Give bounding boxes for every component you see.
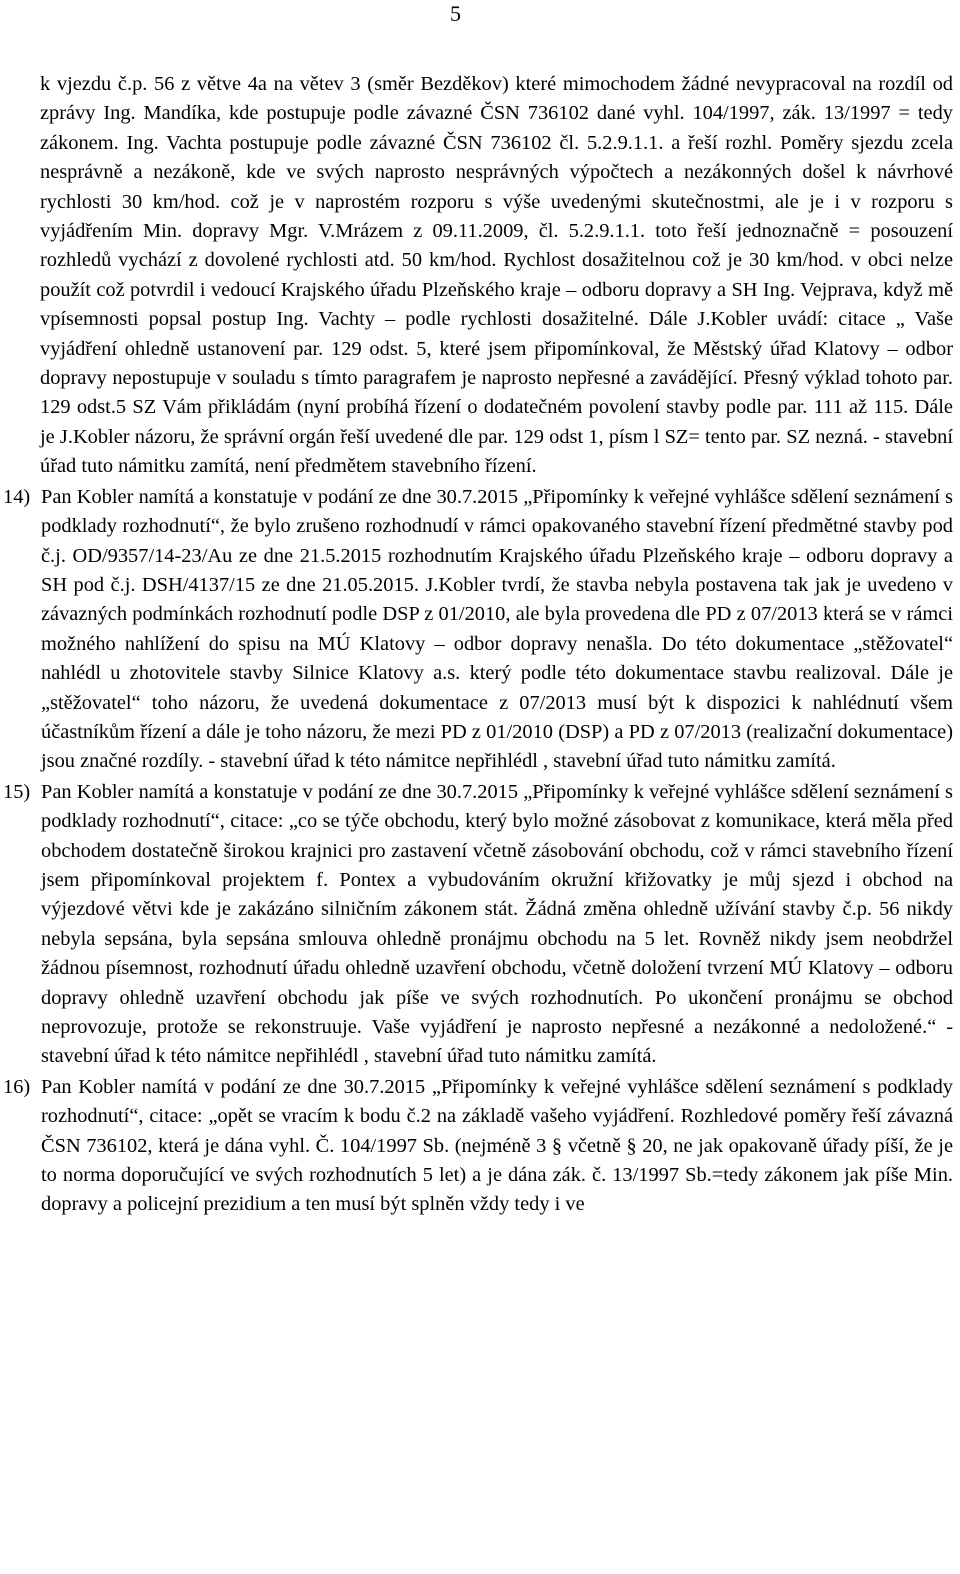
list-item-number: 15) bbox=[3, 780, 31, 803]
list-item-text: Pan Kobler namítá a konstatuje v podání ze dne 30.7.2015 „Připomínky k veřejné vyhlášce sdělení seznámení s podklady rozhodnutí“, citace: „co se týče obchodu, který bylo možné zásobovat z komunikace, která měla před obchodem dostatečně širokou krajnici pro zastavení včetně zásobování obchodu, což v rámci stavebního řízení jsem připomínkoval projektem f. Pontex a vybudováním okružní křižovatky je můj sjezd i obchod na výjezdové větvi kde je zakázáno silničním zákonem stát. Žádná změna ohledně užívání stavby č.p. 56 nikdy nebyla sepsána, byla sepsána smlouva ohledně pronájmu obchodu na 5 let. Rovněž nikdy jsem neobdržel žádnou písemnost, rozhodnutí úřadu ohledně uzavření obchodu, včetně doložení tvrzení MÚ Klatovy – odboru dopravy ohledně uzavření obchodu jak píše ve svých rozhodnutích. Po ukončení pronájmu se obchod neprovozuje, protože se rekonstruuje. Vaše vyjádření je naprosto nepřesné a nezákonné a nedoložené.“ - stavební úřad k této námitce nepřihlédl , stavební úřad tuto námitku zamítá. bbox=[41, 780, 953, 1068]
document-body bbox=[3, 70, 953, 1220]
paragraph-continuation: k vjezdu č.p. 56 z větve 4a na větev 3 (směr Bezděkov) které mimochodem žádné nevypracoval na rozdíl od zprávy Ing. Mandíka, kde postupuje podle závazné ČSN 736102 dané vyhl. 104/1997, zák. 13/1997 = tedy zákonem. Ing. Vachta postupuje podle závazné ČSN 736102 čl. 5.2.9.1.1. a řeší rozhl. Poměry sjezdu zcela nesprávně a nezákoně, kde ve svých naprosto nesprávných výpočtech a nezákonných došel k návrhové rychlosti 30 km/hod. což je v naprostém rozporu s výše uvedenými skutečnostmi, ale je i v rozporu s vyjádřením Min. dopravy Mgr. V.Mrázem z 09.11.2009, čl. 5.2.9.1.1. toto řeší jednoznačně = posouzení rozhledů vychází z dovolené rychlosti atd. 50 km/hod. Rychlost dosažitelnou což je 30 km/hod. v obci nelze použít což potvrdil i vedoucí Krajského úřadu Plzeňského kraje – odboru dopravy a SH Ing. Vejprava, když mě vpísemnosti popsal postup Ing. Vachty – podle rychlosti dosažitelné. Dále J.Kobler uvádí: citace „ Vaše vyjádření ohledně ustanovení par. 129 odst. 5, které jsem připomínkoval, že Městský úřad Klatovy – odbor dopravy nepostupuje v souladu s tímto paragrafem je naprosto nepřesné a zavádějící. Přesný výklad tohoto par. 129 odst.5 SZ Vám přikládám (nyní probíhá řízení o dodatečném povolení stavby podle par. 111 až 115. Dále je J.Kobler názoru, že správní orgán řeší uvedené dle par. 129 odst 1, písm l SZ= tento par. SZ nezná. - stavební úřad tuto námitku zamítá, není předmětem stavebního řízení. bbox=[40, 73, 953, 478]
list-item bbox=[3, 483, 953, 777]
list-item-number: 14) bbox=[3, 485, 31, 508]
list-item bbox=[3, 778, 953, 1072]
page-number: 5 bbox=[450, 1, 461, 26]
list-item-text: Pan Kobler namítá v podání ze dne 30.7.2015 „Připomínky k veřejné vyhlášce sdělení seznámení s podklady rozhodnutí“, citace: „opět se vracím k bodu č.2 na základě vašeho vyjádření. Rozhledové poměry řeší závazná ČSN 736102, která je dána vyhl. Č. 104/1997 Sb. (nejméně 3 § včetně § 20, ne jak opakovaně úřady píší, že je to norma doporučující ve svých rozhodnutích 5 let) a je dána zák. č. 13/1997 Sb.=tedy zákonem jak píše Min. dopravy a policejní prezidium a ten musí být splněn vždy tedy i ve bbox=[41, 1075, 953, 1216]
list-item bbox=[3, 1073, 953, 1220]
list-item-number: 16) bbox=[3, 1075, 31, 1098]
list-item-text: Pan Kobler namítá a konstatuje v podání ze dne 30.7.2015 „Připomínky k veřejné vyhlášce sdělení seznámení s podklady rozhodnutí“, že bylo zrušeno rozhodnudí v rámci opakovaného stavební řízení předmětné stavby pod č.j. OD/9357/14-23/Au ze dne 21.5.2015 rozhodnutím Krajského úřadu Plzeňského kraje – odboru dopravy a SH pod č.j. DSH/4137/15 ze dne 21.05.2015. J.Kobler tvrdí, že stavba nebyla postavena tak jak je uvedeno v závazných podmínkách rozhodnutí podle DSP z 01/2010, ale byla provedena dle PD z 07/2013 která se v rámci možného nahlížení do spisu na MÚ Klatovy – odbor dopravy nenašla. Do této dokumentace „stěžovatel“ nahlédl u zhotovitele stavby Silnice Klatovy a.s. který podle této dokumentace stavbu realizoval. Dále je „stěžovatel“ toho názoru, že uvedená dokumentace z 07/2013 musí být k dispozici k nahlédnutí všem účastníkům řízení a dále je toho názoru, že mezi PD z 01/2010 (DSP) a PD z 07/2013 (realizační dokumentace) jsou značné rozdíly. - stavební úřad k této námitce nepřihlédl , stavební úřad tuto námitku zamítá. bbox=[41, 485, 953, 773]
